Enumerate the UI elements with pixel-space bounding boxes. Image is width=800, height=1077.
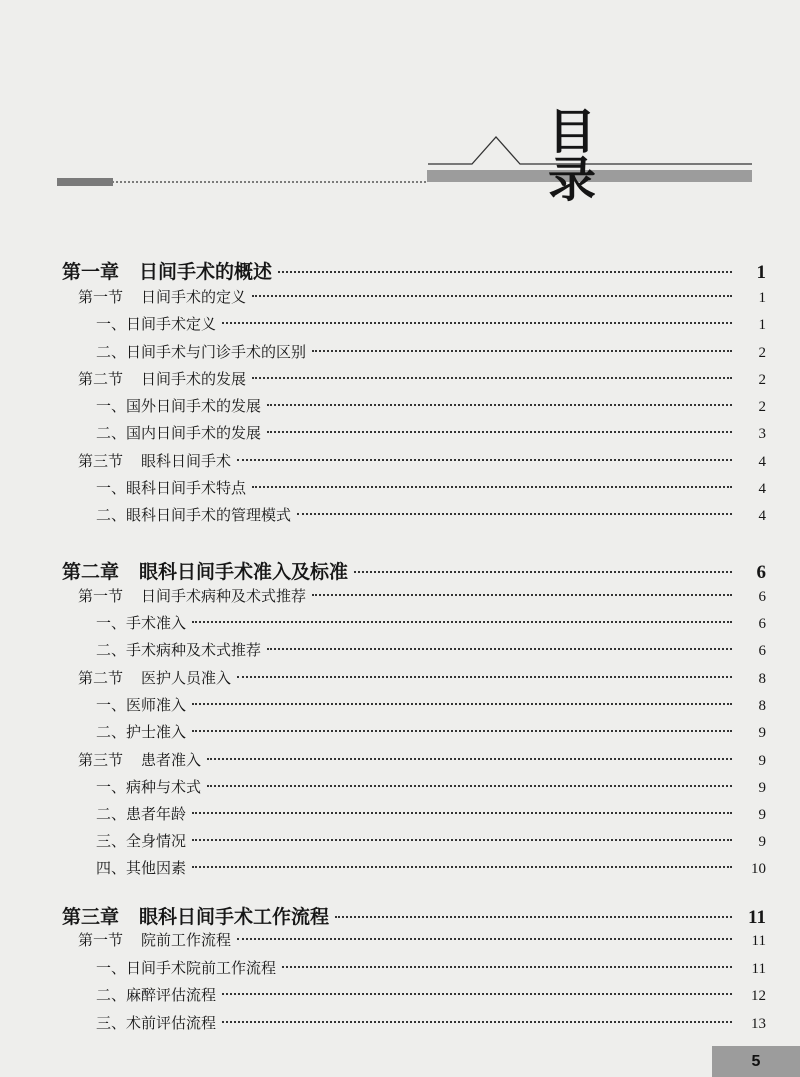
section-title: 医护人员准入 [141,669,232,687]
item-label [96,341,306,362]
page-ref: 6 [758,589,766,605]
section-number: 第三节 [78,751,124,769]
page-ref: 8 [758,671,766,687]
item-number: 一、 [96,959,127,977]
chapter-label [62,257,272,284]
dot-leader [297,513,732,515]
page-ref: 9 [758,725,766,741]
chapter-entry [62,557,766,584]
item-entry [96,612,766,633]
item-entry [96,721,766,742]
item-label [96,776,201,797]
section-label [78,450,231,471]
section-entry [78,450,766,471]
item-number: 一、 [96,778,127,796]
chapter-number: 第一章 [62,261,120,283]
item-title: 医师准入 [126,696,187,714]
chapter-title: 眼科日间手术工作流程 [139,906,330,928]
item-title: 眼科日间手术的管理模式 [126,506,292,524]
dot-leader [237,938,732,940]
page-ref: 3 [758,426,766,442]
item-title: 手术病种及术式推荐 [126,641,262,659]
item-entry [96,957,766,978]
item-label [96,639,261,660]
item-entry [96,422,766,443]
page-ref: 11 [751,961,766,977]
item-number: 二、 [96,506,127,524]
item-title: 日间手术院前工作流程 [126,959,277,977]
item-label [96,830,186,851]
dot-leader [267,648,732,650]
item-title: 手术准入 [126,614,187,632]
dot-leader [207,758,732,760]
dot-leader [335,916,732,918]
item-entry [96,395,766,416]
dot-leader [222,993,732,995]
section-label [78,667,231,688]
item-label [96,694,186,715]
section-number: 第二节 [78,370,124,388]
page-title: 目 录 [548,104,675,208]
page-number: 5 [712,1046,800,1077]
dot-leader [237,676,732,678]
item-entry [96,639,766,660]
item-number: 三、 [96,1014,127,1032]
item-label [96,721,186,742]
item-title: 护士准入 [126,723,187,741]
chapter-label [62,557,348,584]
item-number: 一、 [96,315,127,333]
chapter-label [62,902,329,929]
chapter-title: 日间手术的概述 [139,261,273,283]
item-number: 二、 [96,723,127,741]
item-number: 四、 [96,859,127,877]
dot-leader [354,571,732,573]
item-label [96,422,261,443]
dot-leader [267,431,732,433]
section-number: 第二节 [78,669,124,687]
dot-leader [282,966,732,968]
item-title: 患者年龄 [126,805,187,823]
item-title: 麻醉评估流程 [126,986,217,1004]
section-title: 日间手术病种及术式推荐 [141,587,307,605]
item-entry [96,1012,766,1033]
page-ref: 2 [758,399,766,415]
chapter-entry [62,257,766,284]
item-number: 二、 [96,805,127,823]
section-number: 第一节 [78,587,124,605]
dot-leader [207,785,732,787]
page-ref: 6 [758,616,766,632]
dot-leader [312,594,732,596]
page-ref: 12 [751,988,766,1004]
item-label [96,313,216,334]
page-ref: 9 [758,753,766,769]
section-title: 眼科日间手术 [141,452,232,470]
page-ref: 13 [751,1016,766,1032]
section-number: 第三节 [78,452,124,470]
item-title: 国外日间手术的发展 [126,397,262,415]
item-label [96,803,186,824]
page-ref: 8 [758,698,766,714]
item-label [96,504,291,525]
section-label [78,286,246,307]
item-number: 二、 [96,424,127,442]
section-number: 第一节 [78,288,124,306]
chapter-number: 第三章 [62,906,120,928]
page-ref: 4 [758,508,766,524]
item-label [96,395,261,416]
item-number: 一、 [96,479,127,497]
page-ref: 4 [758,454,766,470]
item-entry [96,694,766,715]
section-title: 日间手术的定义 [141,288,247,306]
section-title: 日间手术的发展 [141,370,247,388]
section-entry [78,368,766,389]
item-number: 二、 [96,641,127,659]
item-label [96,857,186,878]
page-ref: 9 [758,807,766,823]
item-label [96,477,246,498]
page-ref: 11 [748,907,766,928]
item-entry [96,830,766,851]
section-entry [78,929,766,950]
dot-leader [252,295,732,297]
item-number: 一、 [96,696,127,714]
page-ref: 9 [758,780,766,796]
page-ref: 2 [758,345,766,361]
page-ref: 4 [758,481,766,497]
section-entry [78,585,766,606]
dot-leader [278,271,732,273]
dot-leader [192,866,732,868]
chapter-title: 眼科日间手术准入及标准 [139,561,349,583]
section-label [78,749,201,770]
dot-leader [192,839,732,841]
item-label [96,612,186,633]
item-entry [96,504,766,525]
section-label [78,929,231,950]
dot-leader [252,486,732,488]
section-title: 患者准入 [141,751,202,769]
item-title: 国内日间手术的发展 [126,424,262,442]
dot-leader [267,404,732,406]
item-title: 全身情况 [126,832,187,850]
section-title: 院前工作流程 [141,931,232,949]
item-number: 一、 [96,614,127,632]
item-entry [96,803,766,824]
page-ref: 1 [756,262,766,283]
section-label [78,585,306,606]
item-title: 其他因素 [126,859,187,877]
page-ref: 6 [758,643,766,659]
item-label [96,957,276,978]
dot-leader [222,322,732,324]
item-title: 术前评估流程 [126,1014,217,1032]
item-entry [96,313,766,334]
item-number: 二、 [96,986,127,1004]
section-label [78,368,246,389]
item-number: 二、 [96,343,127,361]
item-entry [96,984,766,1005]
page-ref: 2 [758,372,766,388]
dot-leader [252,377,732,379]
item-title: 日间手术与门诊手术的区别 [126,343,307,361]
dot-leader [192,621,732,623]
page-ref: 11 [751,933,766,949]
chapter-entry [62,902,766,929]
dot-leader [237,459,732,461]
dot-leader [312,350,732,352]
item-entry [96,857,766,878]
item-label [96,1012,216,1033]
page-ref: 1 [758,290,766,306]
dot-leader [192,730,732,732]
page-ref: 6 [756,562,766,583]
item-number: 一、 [96,397,127,415]
section-entry [78,667,766,688]
item-title: 眼科日间手术特点 [126,479,247,497]
section-entry [78,749,766,770]
page-ref: 1 [758,317,766,333]
item-title: 病种与术式 [126,778,202,796]
item-number: 三、 [96,832,127,850]
dot-leader [192,703,732,705]
item-label [96,984,216,1005]
item-entry [96,776,766,797]
chapter-number: 第二章 [62,561,120,583]
section-number: 第一节 [78,931,124,949]
item-title: 日间手术定义 [126,315,217,333]
dot-leader [192,812,732,814]
item-entry [96,477,766,498]
section-entry [78,286,766,307]
page-ref: 10 [751,861,766,877]
item-entry [96,341,766,362]
page-ref: 9 [758,834,766,850]
dot-leader [222,1021,732,1023]
